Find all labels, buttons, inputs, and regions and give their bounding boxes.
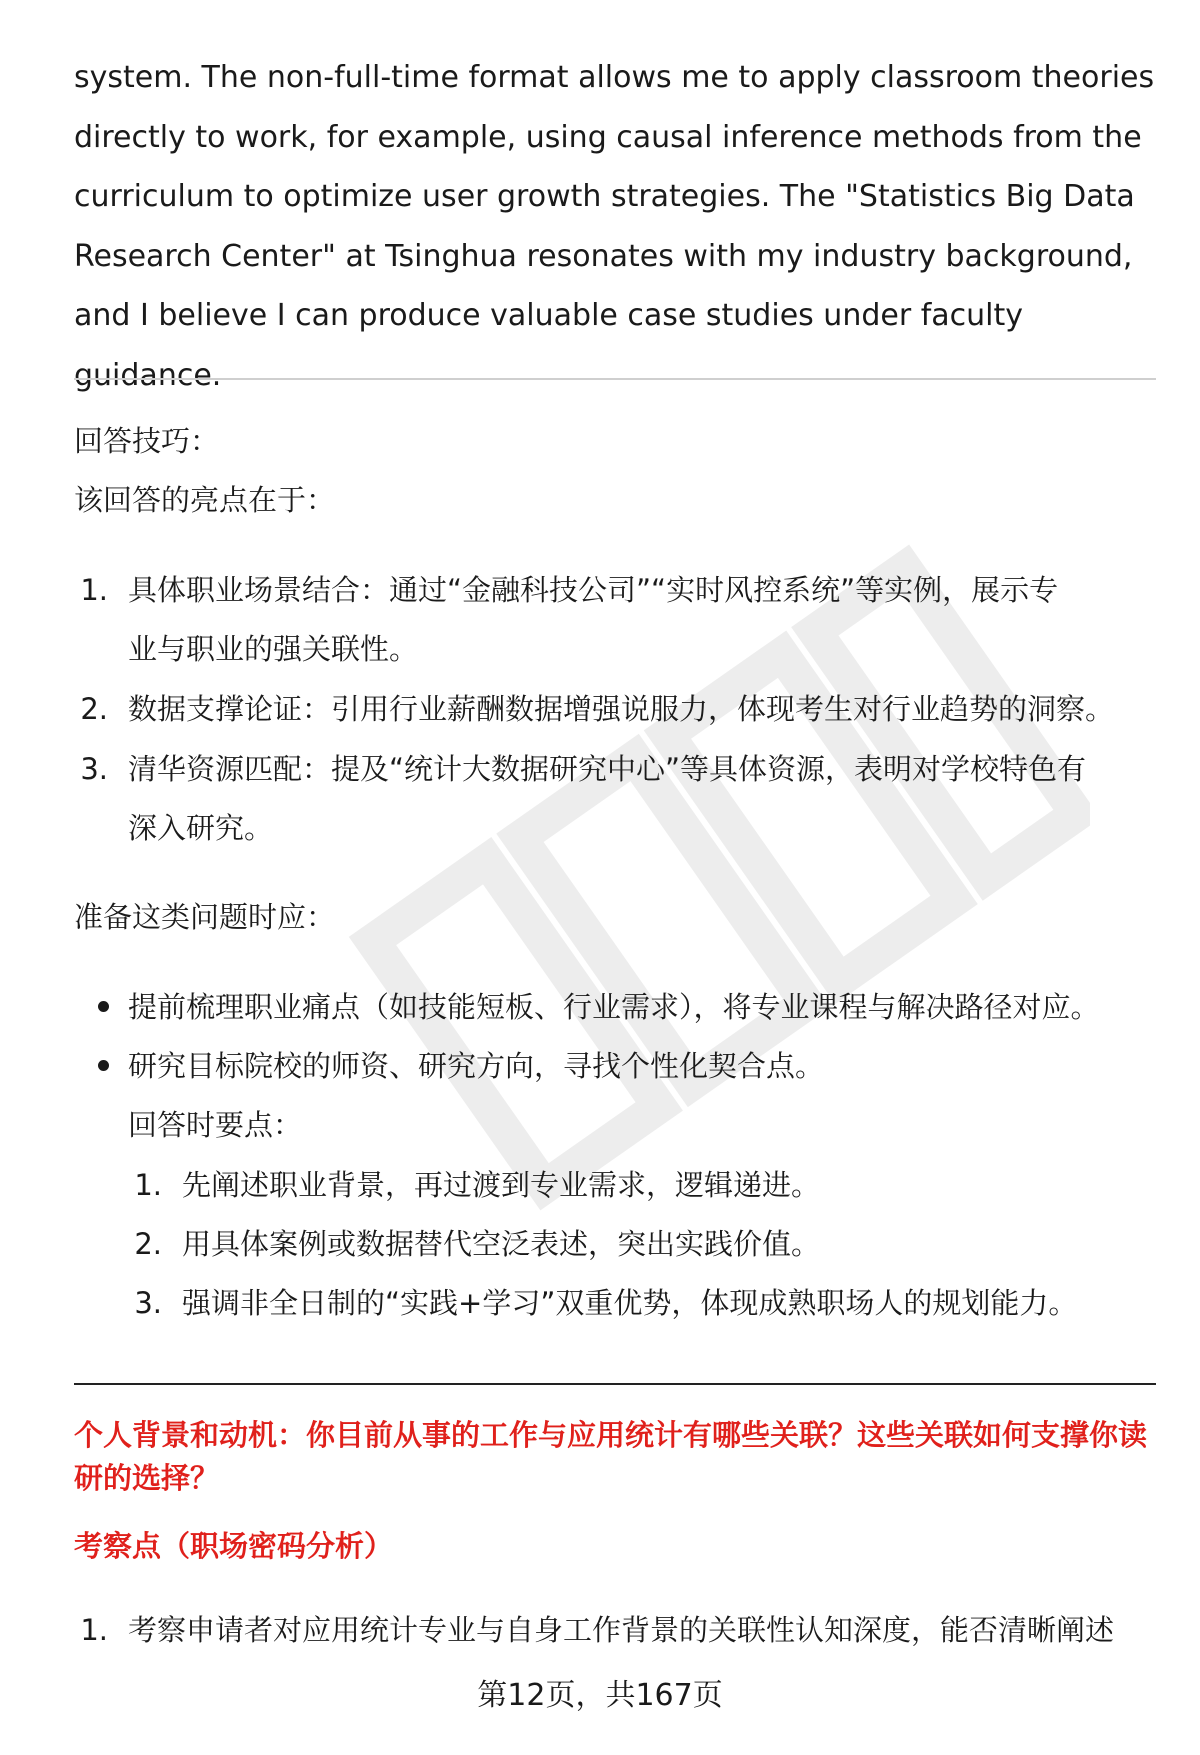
list-item-number: 3.: [134, 1286, 162, 1320]
bullet-icon: [98, 1001, 109, 1012]
list-item-number: 3.: [80, 752, 108, 786]
list-item-number: 1.: [80, 573, 108, 607]
list-item: 具体职业场景结合：通过“金融科技公司”“实时风控系统”等实例，展示专: [128, 573, 1059, 607]
highlights-heading: 该回答的亮点在于：: [74, 483, 336, 517]
key-points-heading: 回答时要点：: [128, 1108, 303, 1142]
page-footer: 第12页，共167页: [477, 1678, 723, 1713]
list-item-continuation: 深入研究。: [128, 811, 274, 845]
section-divider: [74, 1383, 1156, 1385]
list-item: 数据支撑论证：引用行业薪酬数据增强说服力，体现考生对行业趋势的洞察。: [128, 692, 1115, 726]
bullet-icon: [98, 1060, 109, 1071]
list-item: 用具体案例或数据替代空泛表述，突出实践价值。: [182, 1227, 821, 1261]
list-item: 研究目标院校的师资、研究方向，寻找个性化契合点。: [128, 1049, 825, 1083]
list-item: 先阐述职业背景，再过渡到专业需求，逻辑递进。: [182, 1168, 821, 1202]
list-item: 清华资源匹配：提及“统计大数据研究中心”等具体资源，表明对学校特色有: [128, 752, 1087, 786]
list-item: 考察申请者对应用统计专业与自身工作背景的关联性认知深度，能否清晰阐述: [128, 1613, 1115, 1647]
question-heading: 个人背景和动机：你目前从事的工作与应用统计有哪些关联？这些关联如何支撑你读研的选择？: [74, 1418, 1148, 1495]
exam-points-heading: 考察点（职场密码分析）: [74, 1529, 394, 1563]
list-item-number: 2.: [134, 1227, 162, 1261]
prep-heading: 准备这类问题时应：: [74, 900, 336, 934]
list-item-number: 2.: [80, 692, 108, 726]
intro-paragraph: system. The non-full-time format allows me to apply classroom theories directly to work, for example, using causal inference methods from the curriculum to optimize user growth strategies. The "Statistics Big Data Research Center" at Tsinghua resonates with my industry background, and I believe I can produce valuable case studies under faculty guidance.: [74, 60, 1155, 393]
tips-heading: 回答技巧：: [74, 424, 220, 458]
list-item: 强调非全日制的“实践+学习”双重优势，体现成熟职场人的规划能力。: [182, 1286, 1078, 1320]
section-divider: [74, 378, 1156, 380]
list-item: 提前梳理职业痛点（如技能短板、行业需求），将专业课程与解决路径对应。: [128, 990, 1100, 1024]
list-item-number: 1.: [80, 1613, 108, 1647]
list-item-continuation: 业与职业的强关联性。: [128, 632, 419, 666]
list-item-number: 1.: [134, 1168, 162, 1202]
